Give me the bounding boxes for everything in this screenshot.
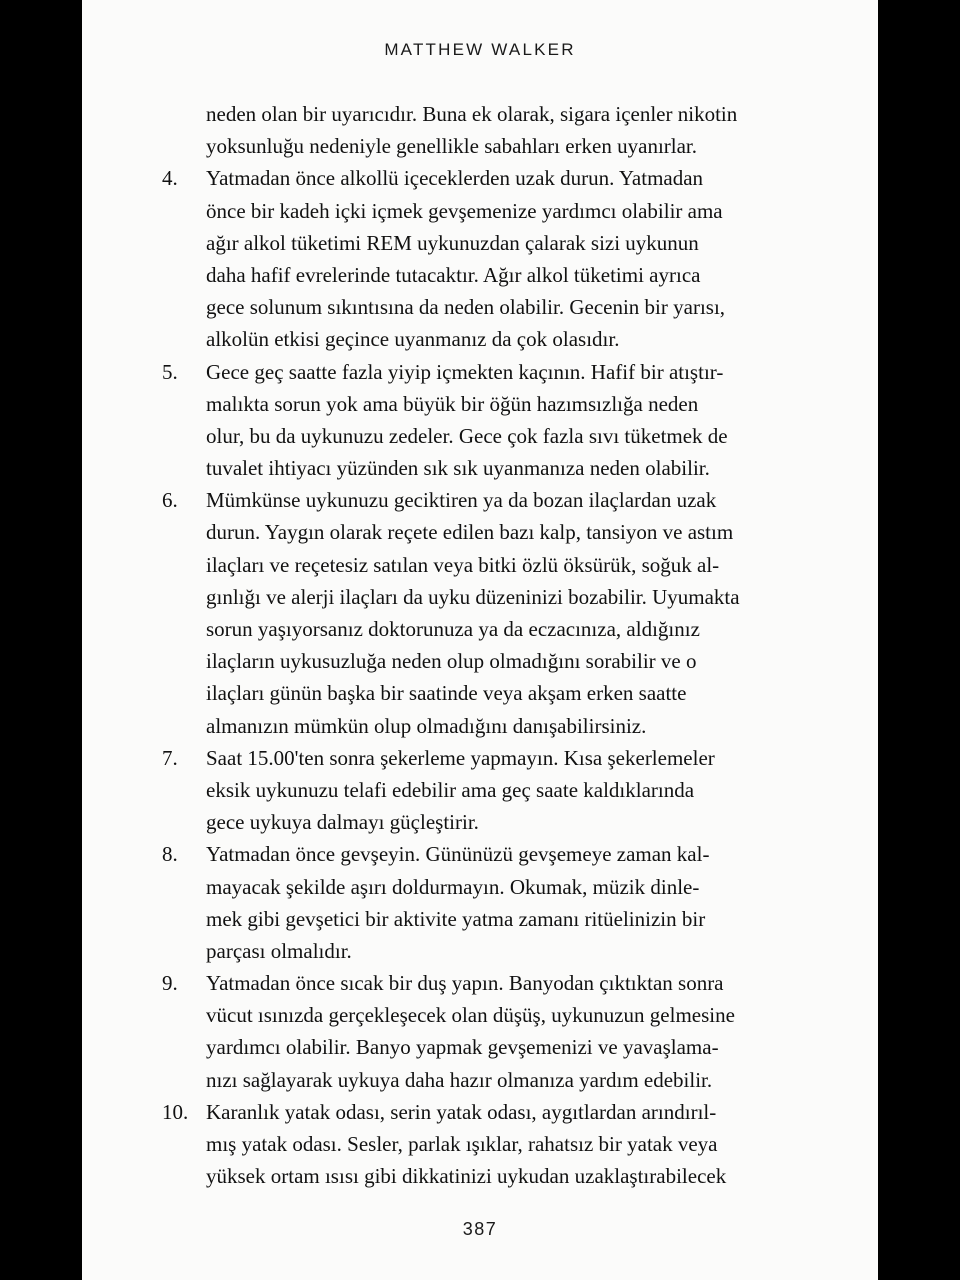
line-text: sorun yaşıyorsanız doktorunuza ya da eczacınıza, aldığınız <box>206 617 700 641</box>
text-line <box>206 516 798 548</box>
text-line <box>206 259 798 291</box>
text-line <box>162 484 798 516</box>
line-text: vücut ısınızda gerçekleşecek olan düşüş, uykunuzun gelmesine <box>206 1003 735 1028</box>
text-line <box>206 613 798 645</box>
list-item-number: 7. <box>162 745 178 770</box>
text-line <box>206 1064 798 1096</box>
line-text: Karanlık yatak odası, serin yatak odası, aygıtlardan arındırıl- <box>206 1099 717 1124</box>
text-line <box>206 291 798 323</box>
line-text: gınlığı ve alerji ilaçları da uyku düzeninizi bozabilir. Uyumakta <box>206 584 740 609</box>
text-line <box>206 388 798 420</box>
line-text: gece solunum sıkıntısına da neden olabilir. Gecenin bir yarısı, <box>206 295 726 320</box>
running-head: MATTHEW WALKER <box>384 40 576 59</box>
text-line <box>206 227 798 259</box>
line-text: Gece geç saatte fazla yiyip içmekten kaçının. Hafif bir atıştır- <box>206 359 724 384</box>
line-text: Mümkünse uykunuzu geciktiren ya da bozan ilaçlardan uzak <box>206 488 717 513</box>
text-line <box>206 98 798 130</box>
line-text: mış yatak odası. Sesler, parlak ışıklar, rahatsız bir yatak veya <box>206 1132 718 1156</box>
list-item-number: 10. <box>162 1099 189 1124</box>
text-line <box>206 710 798 742</box>
text-line <box>206 1031 798 1063</box>
text-line <box>206 1160 798 1192</box>
line-text: yardımcı olabilir. Banyo yapmak gevşemenizi ve yavaşlama- <box>206 1035 719 1060</box>
text-line <box>206 420 798 452</box>
text-line <box>206 871 798 903</box>
line-text: Yatmadan önce gevşeyin. Gününüzü gevşemeye zaman kal- <box>206 842 710 867</box>
text-line <box>206 645 798 677</box>
text-line <box>206 195 798 227</box>
line-text: tuvalet ihtiyacı yüzünden sık sık uyanmanıza neden olabilir. <box>206 456 710 481</box>
text-line <box>206 677 798 709</box>
line-text: olur, bu da uykunuzu zedeler. Gece çok fazla sıvı tüketmek de <box>206 423 728 448</box>
text-line <box>206 130 798 162</box>
line-text: gece uykuya dalmayı güçleştirir. <box>206 810 479 835</box>
text-line <box>206 581 798 613</box>
line-text: daha hafif evrelerinde tutacaktır. Ağır alkol tüketimi ayrıca <box>206 262 701 287</box>
text-line <box>206 806 798 838</box>
body-text <box>162 98 798 1192</box>
text-line <box>162 838 798 870</box>
text-line <box>162 742 798 774</box>
list-item-number: 4. <box>162 166 178 191</box>
text-line <box>162 967 798 999</box>
line-text: Yatmadan önce alkollü içeceklerden uzak durun. Yatmadan <box>206 166 704 191</box>
line-text: Yatmadan önce sıcak bir duş yapın. Banyodan çıktıktan sonra <box>206 971 724 996</box>
line-text: alkolün etkisi geçince uyanmanız da çok olasıdır. <box>206 327 620 352</box>
text-line <box>162 1096 798 1128</box>
text-line <box>206 774 798 806</box>
line-text: neden olan bir uyarıcıdır. Buna ek olarak, sigara içenler nikotin <box>206 102 738 126</box>
list-item-number: 8. <box>162 842 178 867</box>
line-text: parçası olmalıdır. <box>206 938 352 963</box>
list-item-number: 9. <box>162 971 178 996</box>
line-text: ilaçları günün başka bir saatinde veya akşam erken saatte <box>206 681 687 706</box>
text-line <box>206 452 798 484</box>
line-text: ilaçları ve reçetesiz satılan veya bitki özlü öksürük, soğuk al- <box>206 552 720 577</box>
line-text: eksik uykunuzu telafi edebilir ama geç saate kaldıklarında <box>206 777 695 802</box>
line-text: önce bir kadeh içki içmek gevşemenize yardımcı olabilir ama <box>206 198 723 223</box>
line-text: mayacak şekilde aşırı doldurmayın. Okumak, müzik dinle- <box>206 874 700 899</box>
line-text: mek gibi gevşetici bir aktivite yatma zamanı ritüelinizin bir <box>206 906 706 931</box>
line-text: yüksek ortam ısısı gibi dikkatinizi uykudan uzaklaştırabilecek <box>206 1164 727 1189</box>
line-text: durun. Yaygın olarak reçete edilen bazı kalp, tansiyon ve astım <box>206 520 734 545</box>
line-text: almanızın mümkün olup olmadığını danışabilirsiniz. <box>206 713 647 738</box>
line-text: yoksunluğu nedeniyle genellikle sabahları erken uyanırlar. <box>206 134 698 159</box>
line-text: Saat 15.00'ten sonra şekerleme yapmayın. Kısa şekerlemeler <box>206 745 715 770</box>
line-text: malıkta sorun yok ama büyük bir öğün hazımsızlığa neden <box>206 391 699 416</box>
list-item-number: 6. <box>162 488 178 513</box>
page-number: 387 <box>462 1219 498 1239</box>
text-line <box>206 999 798 1031</box>
text-line <box>206 903 798 935</box>
list-item-number: 5. <box>162 359 178 384</box>
text-line <box>206 935 798 967</box>
book-page <box>82 0 878 1280</box>
line-text: nızı sağlayarak uykuya daha hazır olmanıza yardım edebilir. <box>206 1067 713 1092</box>
text-line <box>162 356 798 388</box>
text-line <box>162 162 798 194</box>
text-line <box>206 323 798 355</box>
line-text: ilaçların uykusuzluğa neden olup olmadığını sorabilir ve o <box>206 649 697 674</box>
text-line <box>206 1128 798 1160</box>
line-text: ağır alkol tüketimi REM uykunuzdan çalarak sizi uykunun <box>206 230 699 255</box>
text-line <box>206 549 798 581</box>
